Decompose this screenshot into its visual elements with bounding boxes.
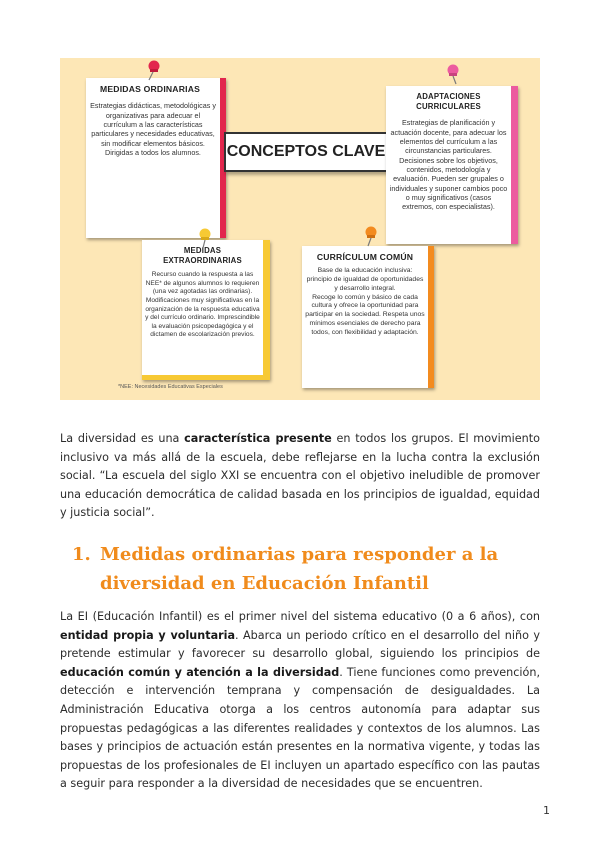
note-body: Estrategias didácticas, metodológicas y organizativas para adecuar el currículum a las características particulares y necesidades educativas, sin modificar elementos básicos. Dirigidas a todos los alumnos.	[90, 101, 216, 157]
paragraph-text: en todos los grupos. El movimiento inclusivo va más allá de la escuela, debe reflejarse en la lucha contra la exclusión social. “La escuela del siglo XXI se encuentra con el objetivo ineludible de promover una educación democrática de calidad basada en los principios de igualdad, equidad y justicia social”.	[60, 432, 540, 520]
body-paragraph	[60, 608, 540, 794]
note-adaptaciones-curriculares	[386, 86, 518, 244]
note-medidas-extraordinarias	[142, 240, 270, 380]
footnote: *NEE: Necesidades Educativas Especiales	[118, 384, 223, 390]
note-body: Modificaciones muy significativas en la organización de la respuesta educativa y del currículo ordinario. Imprescindible la evaluación psicopedagógica y el dictamen de escolarización previos.	[145, 296, 260, 339]
paragraph-text: . Tiene funciones como prevención, detección e intervención temprana y compensación de desigualdades. La Administración Educativa otorga a los centros autonomía para adaptar sus propuestas pedagógicas a las diferentes realidades y contextos de los alumnos. Las bases y principios de actuación están presentes en la normativa vigente, y todas las propuestas de los profesionales de EI incluyen un apartado específico con las pautas a seguir para responder a la diversidad de necesidades que se encuentren.	[60, 665, 540, 791]
note-title: ADAPTACIONES CURRICULARES	[416, 92, 481, 112]
pushpin-icon	[362, 226, 380, 248]
concepts-title-box: CONCEPTOS CLAVE	[224, 132, 388, 172]
concepts-infographic	[60, 58, 540, 400]
note-curriculum-comun	[302, 246, 434, 388]
paragraph-text: La EI (Educación Infantil) es el primer nivel del sistema educativo (0 a 6 años), con	[60, 610, 540, 623]
note-body: Base de la educación inclusiva: principio de igualdad de oportunidades y desarrollo integral.	[306, 267, 424, 292]
pushpin-icon	[444, 64, 462, 86]
paragraph-text: La diversidad es una	[60, 432, 185, 445]
paragraph-bold-text: entidad propia y voluntaria	[60, 628, 236, 642]
section-number: 1.	[72, 544, 91, 565]
note-body: Recoge lo común y básico de cada cultura y ofrece la oportunidad para participar en la sociedad. Respeta unos mínimos esenciales de derecho para todos, con flexibilidad y adaptación.	[305, 293, 425, 336]
section-heading	[72, 540, 540, 598]
note-title: CURRÍCULUM COMÚN	[316, 252, 414, 262]
note-title: MEDIDAS ORDINARIAS	[100, 84, 201, 94]
pushpin-icon	[144, 60, 162, 82]
note-body: Estrategias de planificación y actuación docente, para adecuar los elementos del currículum a las circunstancias particulares. Decisiones sobre los objetivos, contenidos, metodología y evaluación. Pueden ser grupales o individuales y suponer cambios poco o muy significativos (casos extremos, con especialistas).	[389, 118, 508, 212]
paragraph-bold-text: característica presente	[184, 432, 332, 445]
section-title: Medidas ordinarias para responder a la diversidad en Educación Infantil	[100, 544, 499, 594]
note-body: Recurso cuando la respuesta a las NEE* de algunos alumnos lo requieren (una vez agotadas las ordinarias).	[145, 271, 260, 296]
paragraph-bold-text: educación común y atención a la diversidad	[60, 665, 340, 679]
intro-paragraph	[60, 430, 540, 523]
page-number: 1	[543, 804, 550, 817]
pushpin-icon	[196, 228, 214, 250]
note-title: MEDIDAS EXTRAORDINARIAS	[163, 246, 242, 266]
paragraph-text: . Abarca un periodo crítico en el desarrollo del niño y pretende estimular y favorecer su desarrollo global, siguiendo los principios de	[60, 628, 540, 661]
note-medidas-ordinarias	[86, 78, 226, 238]
